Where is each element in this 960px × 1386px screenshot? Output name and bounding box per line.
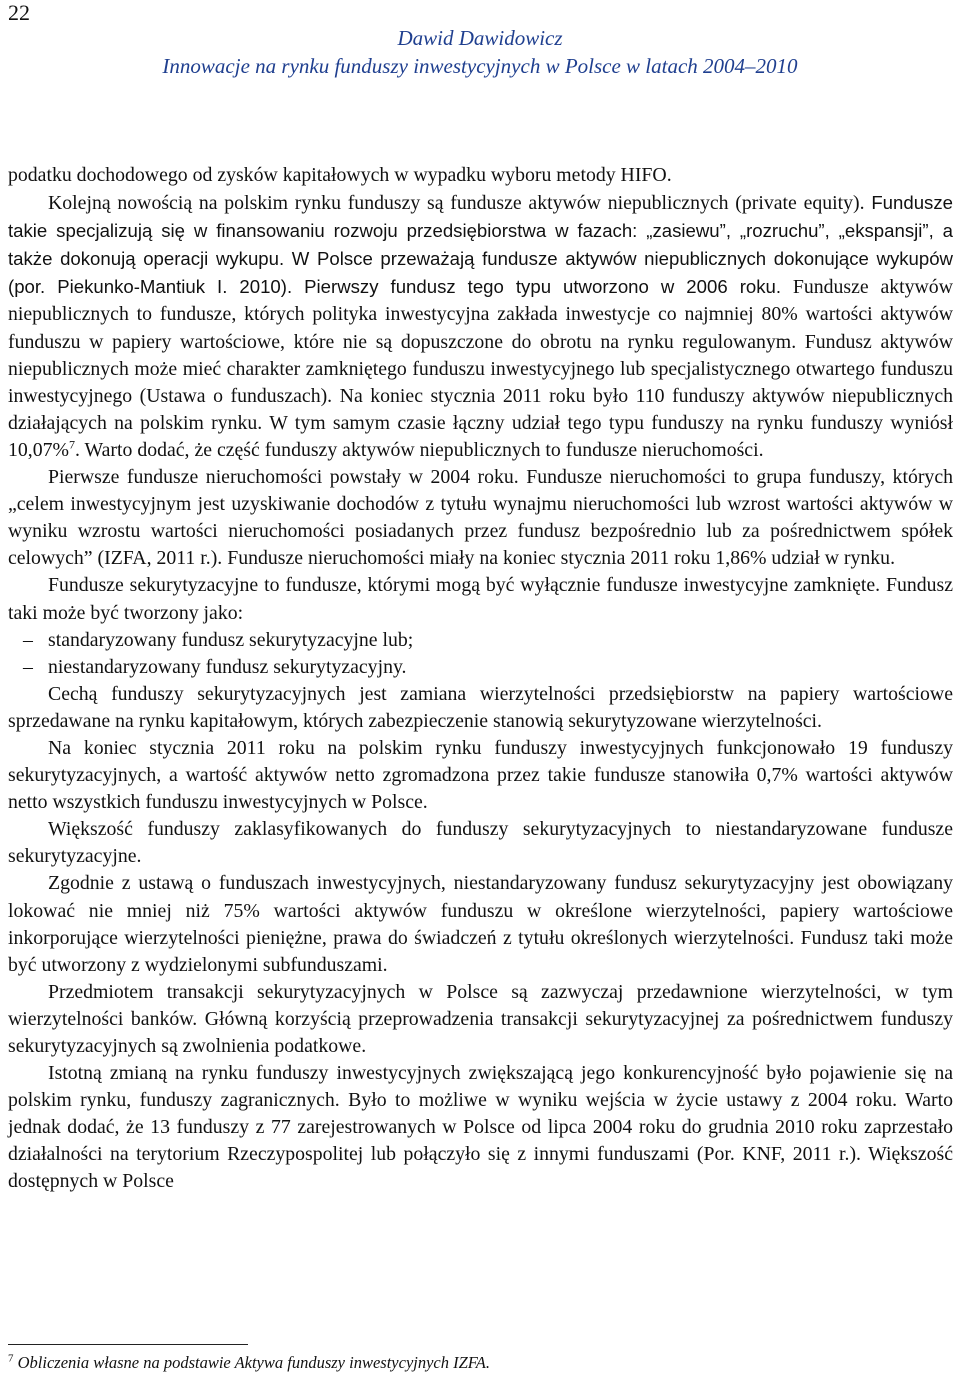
text-span: podatku dochodowego od zysków kapitałowych w wypadku wyboru metody HIFO. [8,164,672,186]
text-span: Na koniec stycznia 2011 roku na polskim rynku funduszy inwestycyjnych funkcjonowało 19 funduszy sekurytyzacyjnych, a wartość aktywów netto zgromadzona przez takie fundusze stanowiła 0,7% wartości aktywów netto wszystkich funduszu inwestycyjnych w Polsce. [8,736,953,814]
text-span: Fundusze nieruchomości miały na koniec stycznia 2011 roku 1,86% udział w rynku. [227,547,896,570]
footnote-marker: 7 [69,437,75,452]
text-span: Przedmiotem transakcji sekurytyzacyjnych w Polsce są zazwyczaj przedawnione wierzytelności, w tym wierzytelności banków. Główną korzyścią przeprowadzenia transakcji sekurytyzacyjnej za pośrednictwem funduszy sekurytyzacyjnych są zwolnienia podatkowe. [8,980,953,1057]
text-span: Większość funduszy zaklasyfikowanych do funduszy sekurytyzacyjnych to niestandaryzowane fundusze sekurytyzacyjne. [8,818,953,868]
paragraph [8,572,953,626]
paragraph [8,189,953,464]
footnote-number: 7 [8,1352,14,1365]
paragraph [8,162,953,189]
text-span: Cechą funduszy sekurytyzacyjnych jest zamiana wierzytelności przedsiębiorstw na papiery wartościowe sprzedawane na rynku kapitałowym, których zabezpieczenie stanowią sekurytyzowane wierzytelności. [8,682,953,732]
text-span: Kolejną nowością na polskim rynku funduszy są fundusze aktywów niepublicznych (private equity). [48,192,865,215]
text-span: Fundusze nieruchomości to grupa funduszy, których „celem inwestycyjnym jest uzyskiwanie dochodów z tytułu wynajmu nieruchomości lub wzrost wartości aktywów w wyniku wzrostu wartości nieruchomości posiadanych przez fundusz bezpośrednio lub za pośrednictwem spółek celowych” (IZFA, 2011 r.). [8,466,953,570]
footnote-divider [8,1344,248,1345]
main-text [8,162,953,1196]
text-span: Fundusz taki może być tworzony jako: [8,574,953,624]
list-item-text: standaryzowany fundusz sekurytyzacyjne lub; [48,628,414,651]
paragraph [8,464,953,572]
paragraph [8,1060,953,1195]
paragraph [8,979,953,1060]
list-item [8,654,953,681]
text-span: Pierwsze fundusze nieruchomości powstały w 2004 roku. [48,466,519,489]
list-dash: – [23,628,33,651]
header-author: Dawid Dawidowicz [397,26,563,50]
list-item [8,627,953,654]
paragraph [8,816,953,870]
text-span: Fundusze takie specjalizują się w finansowaniu rozwoju przedsiębiorstwa w fazach: „zasiewu”, „rozruchu”, „ekspansji”, a także dokonują operacji wykupu. W Polsce przeważają fundusze aktywów niepublicznych dokonujące wykupów (por. Piekunko-Mantiuk I. 2010). Pierwszy fundusz tego typu utworzono w 2006 roku. [8,192,953,298]
footnote-text: Obliczenia własne na podstawie Aktywa funduszy inwestycyjnych IZFA. [17,1353,490,1372]
header-title: Innowacje na rynku funduszy inwestycyjnych w Polsce w latach 2004–2010 [162,54,798,78]
paragraph [8,735,953,816]
text-span: Na koniec stycznia 2011 roku było 110 funduszy aktywów niepublicznych działających na polskim rynku. W tym samym czasie łączny udział tego typu funduszy na rynku funduszy wyniósł 10,07% [8,384,953,461]
list-item-text: niestandaryzowany fundusz sekurytyzacyjny. [48,655,407,678]
running-header [0,24,960,80]
text-span: Zgodnie z ustawą o funduszach inwestycyjnych, niestandaryzowany fundusz sekurytyzacyjny jest obowiązany lokować nie mniej niż 75% wartości aktywów funduszu w określone wierzytelności, papiery wartościowe inkorporujące wierzytelności pieniężne, prawa do świadczeń z tytułu określonych wierzytelności. Fundusz taki może być utworzony z wydzielonymi subfunduszami. [8,872,953,976]
text-span: Fundusze sekurytyzacyjne to fundusze, którymi mogą być wyłącznie fundusze inwestycyjne zamknięte. [48,574,881,597]
paragraph [8,870,953,978]
paragraph [8,681,953,735]
list-dash: – [23,655,33,678]
text-span: . Warto dodać, że część funduszy aktywów niepublicznych to fundusze nieruchomości. [75,438,764,461]
page-number: 22 [8,0,30,25]
text-span: Fundusze aktywów niepublicznych to fundusze, których polityka inwestycyjna zakłada inwestycje co najmniej 80% wartości aktywów funduszu w papiery wartościowe, które nie są dopuszczone do obrotu na rynku regulowanym. Fundusz aktywów niepublicznych może mieć charakter zamkniętego funduszu inwestycyjnego lub specjalistycznego otwartego funduszu inwestycyjnego (Ustawa o funduszach). [8,276,953,407]
footnote [8,1352,490,1374]
text-span: Istotną zmianą na rynku funduszy inwestycyjnych zwiększającą jego konkurencyjność było pojawienie się na polskim rynku, funduszy zagranicznych. Było to możliwe w wyniku wejścia w życie ustawy z 2004 roku. Warto jednak dodać, że 13 funduszy z 77 zarejestrowanych w Polsce od lipca 2004 roku do grudnia 2010 roku zaprzestało działalności na terytorium Rzeczypospolitej lub połączyło się z innymi funduszami (Por. KNF, 2011 r.). Większość dostępnych w Polsce [8,1062,953,1193]
